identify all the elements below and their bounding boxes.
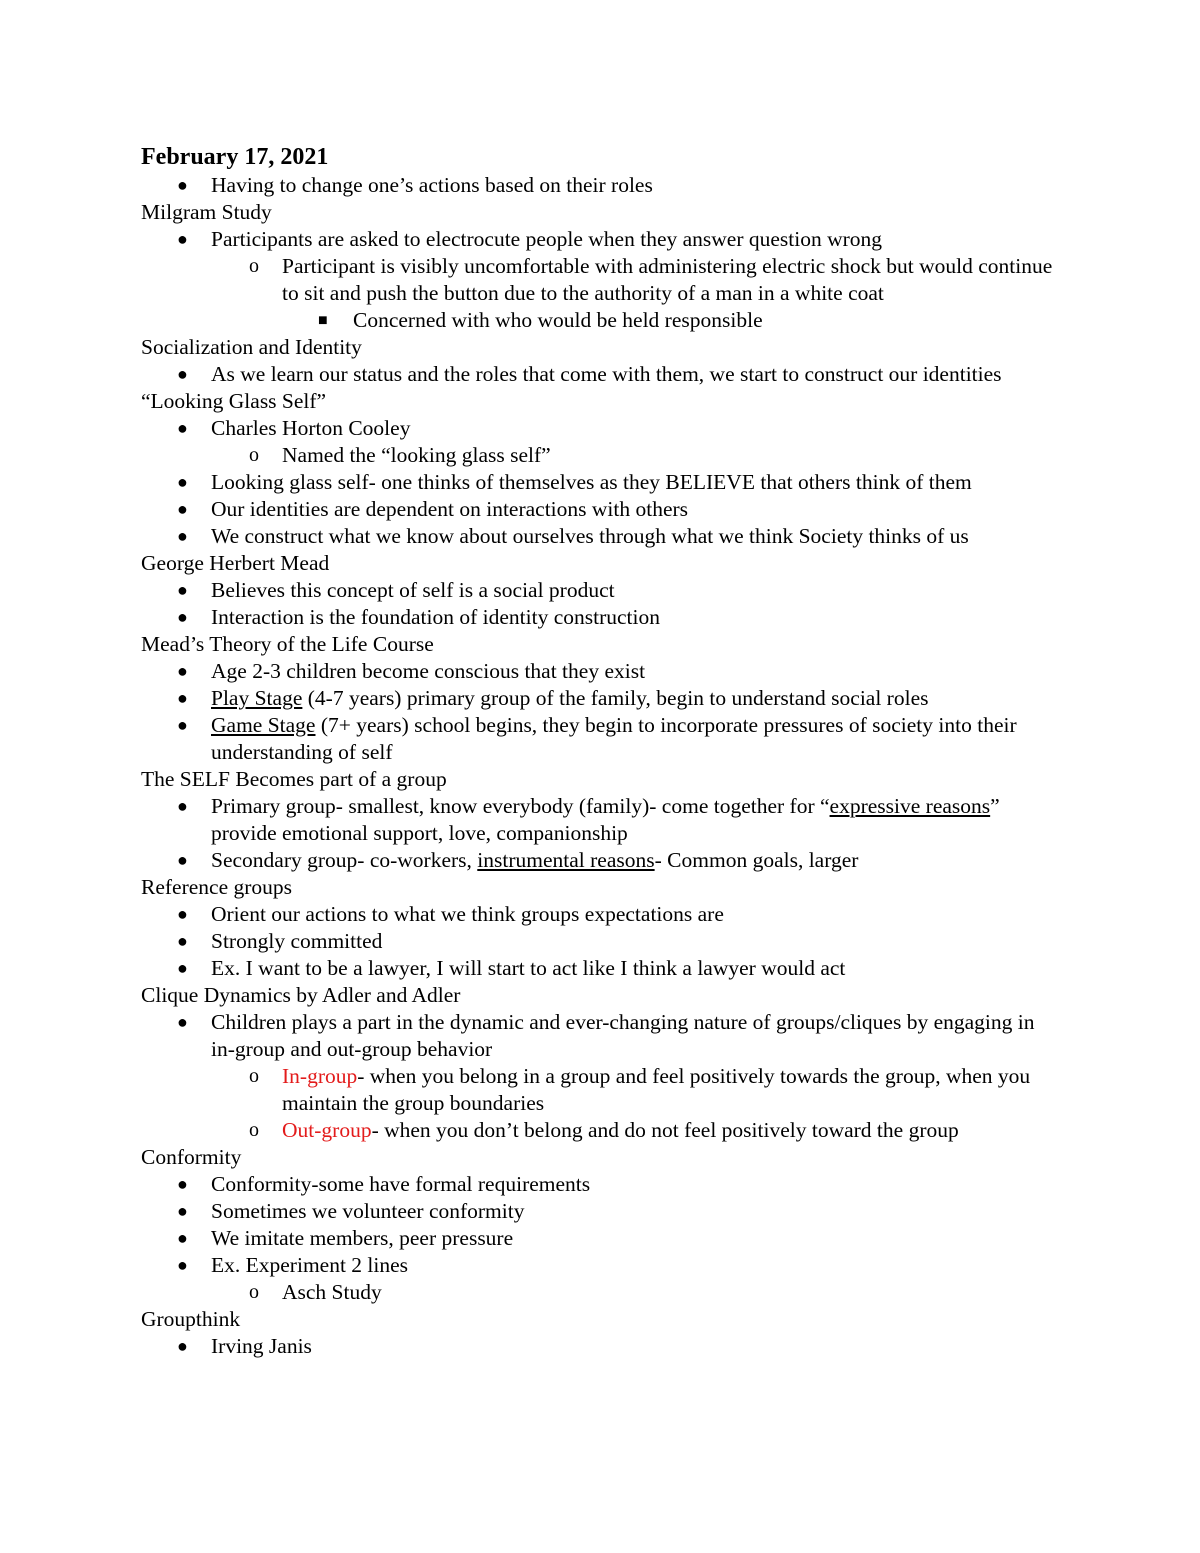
underlined-term: Play Stage <box>211 686 303 710</box>
bullet-item: ● Believes this concept of self is a social product <box>177 578 615 602</box>
bullet-icon: ● <box>177 1012 188 1032</box>
bullet-icon: ● <box>177 958 188 978</box>
bullet-icon: ● <box>177 580 188 600</box>
bullet-icon: ● <box>177 661 188 681</box>
bullet-icon: ● <box>177 1228 188 1248</box>
sub-bullet-item: o Out-group- when you don’t belong and do not feel positively toward the group <box>249 1118 959 1142</box>
bullet-item: ● We construct what we know about ourselves through what we think Society thinks of us <box>177 524 969 548</box>
section-heading-self-group: The SELF Becomes part of a group <box>141 767 447 791</box>
sub-bullet-item: o Named the “looking glass self” <box>249 443 551 467</box>
circle-bullet-icon: o <box>249 1119 259 1141</box>
bullet-item: ● Secondary group- co-workers, instrumental reasons- Common goals, larger <box>177 848 859 872</box>
bullet-item: ● Conformity-some have formal requirements <box>177 1172 591 1196</box>
bullet-item: ● Age 2-3 children become conscious that they exist <box>177 659 646 683</box>
bullet-item: ● Sometimes we volunteer conformity <box>177 1199 525 1223</box>
bullet-icon: ● <box>177 526 188 546</box>
bullet-item: ● Charles Horton Cooley <box>177 416 411 440</box>
bullet-item: ● Primary group- smallest, know everybody (family)- come together for “expressive reasons” provide emotional support, love, companionship <box>177 794 1000 845</box>
section-heading-reference: Reference groups <box>141 875 293 899</box>
bullet-icon: ● <box>177 364 188 384</box>
bullet-icon: ● <box>177 1174 188 1194</box>
bullet-icon: ● <box>177 904 188 924</box>
bullet-icon: ● <box>177 499 188 519</box>
section-heading-mead: George Herbert Mead <box>141 551 330 575</box>
bullet-item: ● Children plays a part in the dynamic and ever-changing nature of groups/cliques by engaging in in-group and out-group behavior <box>177 1010 1035 1061</box>
bullet-icon: ● <box>177 715 188 735</box>
bullet-item: ● Having to change one’s actions based on their roles <box>177 173 653 197</box>
section-heading-life-course: Mead’s Theory of the Life Course <box>141 632 434 656</box>
bullet-icon: ● <box>177 796 188 816</box>
highlighted-term: In-group <box>282 1064 358 1088</box>
underlined-term: expressive reasons <box>829 794 991 818</box>
bullet-item: ● Strongly committed <box>177 929 383 953</box>
bullet-icon: ● <box>177 229 188 249</box>
circle-bullet-icon: o <box>249 1065 259 1087</box>
bullet-item: ● Ex. I want to be a lawyer, I will start to act like I think a lawyer would act <box>177 956 846 980</box>
square-bullet-icon: ■ <box>318 312 328 329</box>
date-title: February 17, 2021 <box>141 144 329 170</box>
bullet-item: ● As we learn our status and the roles that come with them, we start to construct our identities <box>177 362 1002 386</box>
bullet-icon: ● <box>177 472 188 492</box>
circle-bullet-icon: o <box>249 255 259 277</box>
circle-bullet-icon: o <box>249 1281 259 1303</box>
sub-bullet-item: o In-group- when you belong in a group and feel positively towards the group, when you maintain the group boundaries <box>249 1064 1031 1115</box>
bullet-icon: ● <box>177 1336 188 1356</box>
bullet-icon: ● <box>177 418 188 438</box>
bullet-item: ● Irving Janis <box>177 1334 312 1358</box>
bullet-item: ● Game Stage (7+ years) school begins, they begin to incorporate pressures of society into their understanding of self <box>177 713 1017 764</box>
bullet-icon: ● <box>177 1201 188 1221</box>
sub-sub-bullet-item: ■ Concerned with who would be held responsible <box>318 308 763 332</box>
section-heading-milgram: Milgram Study <box>141 200 272 224</box>
sub-bullet-item: o Asch Study <box>249 1280 382 1304</box>
bullet-icon: ● <box>177 175 188 195</box>
section-heading-groupthink: Groupthink <box>141 1307 241 1331</box>
bullet-item: ● Participants are asked to electrocute people when they answer question wrong <box>177 227 883 251</box>
bullet-item: ● Interaction is the foundation of identity construction <box>177 605 661 629</box>
bullet-icon: ● <box>177 850 188 870</box>
bullet-item: ● Ex. Experiment 2 lines <box>177 1253 409 1277</box>
bullet-item: ● Looking glass self- one thinks of themselves as they BELIEVE that others think of them <box>177 470 972 494</box>
highlighted-term: Out-group <box>282 1118 372 1142</box>
bullet-item: ● Orient our actions to what we think groups expectations are <box>177 902 724 926</box>
bullet-icon: ● <box>177 931 188 951</box>
circle-bullet-icon: o <box>249 444 259 466</box>
bullet-icon: ● <box>177 688 188 708</box>
section-heading-conformity: Conformity <box>141 1145 242 1169</box>
underlined-term: instrumental reasons <box>477 848 655 872</box>
bullet-icon: ● <box>177 1255 188 1275</box>
section-heading-clique: Clique Dynamics by Adler and Adler <box>141 983 461 1007</box>
document-body <box>141 142 1061 1360</box>
bullet-icon: ● <box>177 607 188 627</box>
bullet-item: ● We imitate members, peer pressure <box>177 1226 514 1250</box>
bullet-item: ● Our identities are dependent on interactions with others <box>177 497 689 521</box>
sub-bullet-item: o Participant is visibly uncomfortable with administering electric shock but would continue to sit and push the button due to the authority of a man in a white coat <box>249 254 1053 305</box>
underlined-term: Game Stage <box>211 713 316 737</box>
bullet-item: ● Play Stage (4-7 years) primary group of the family, begin to understand social roles <box>177 686 929 710</box>
section-heading-socialization: Socialization and Identity <box>141 335 362 359</box>
section-heading-looking-glass: “Looking Glass Self” <box>141 389 327 413</box>
